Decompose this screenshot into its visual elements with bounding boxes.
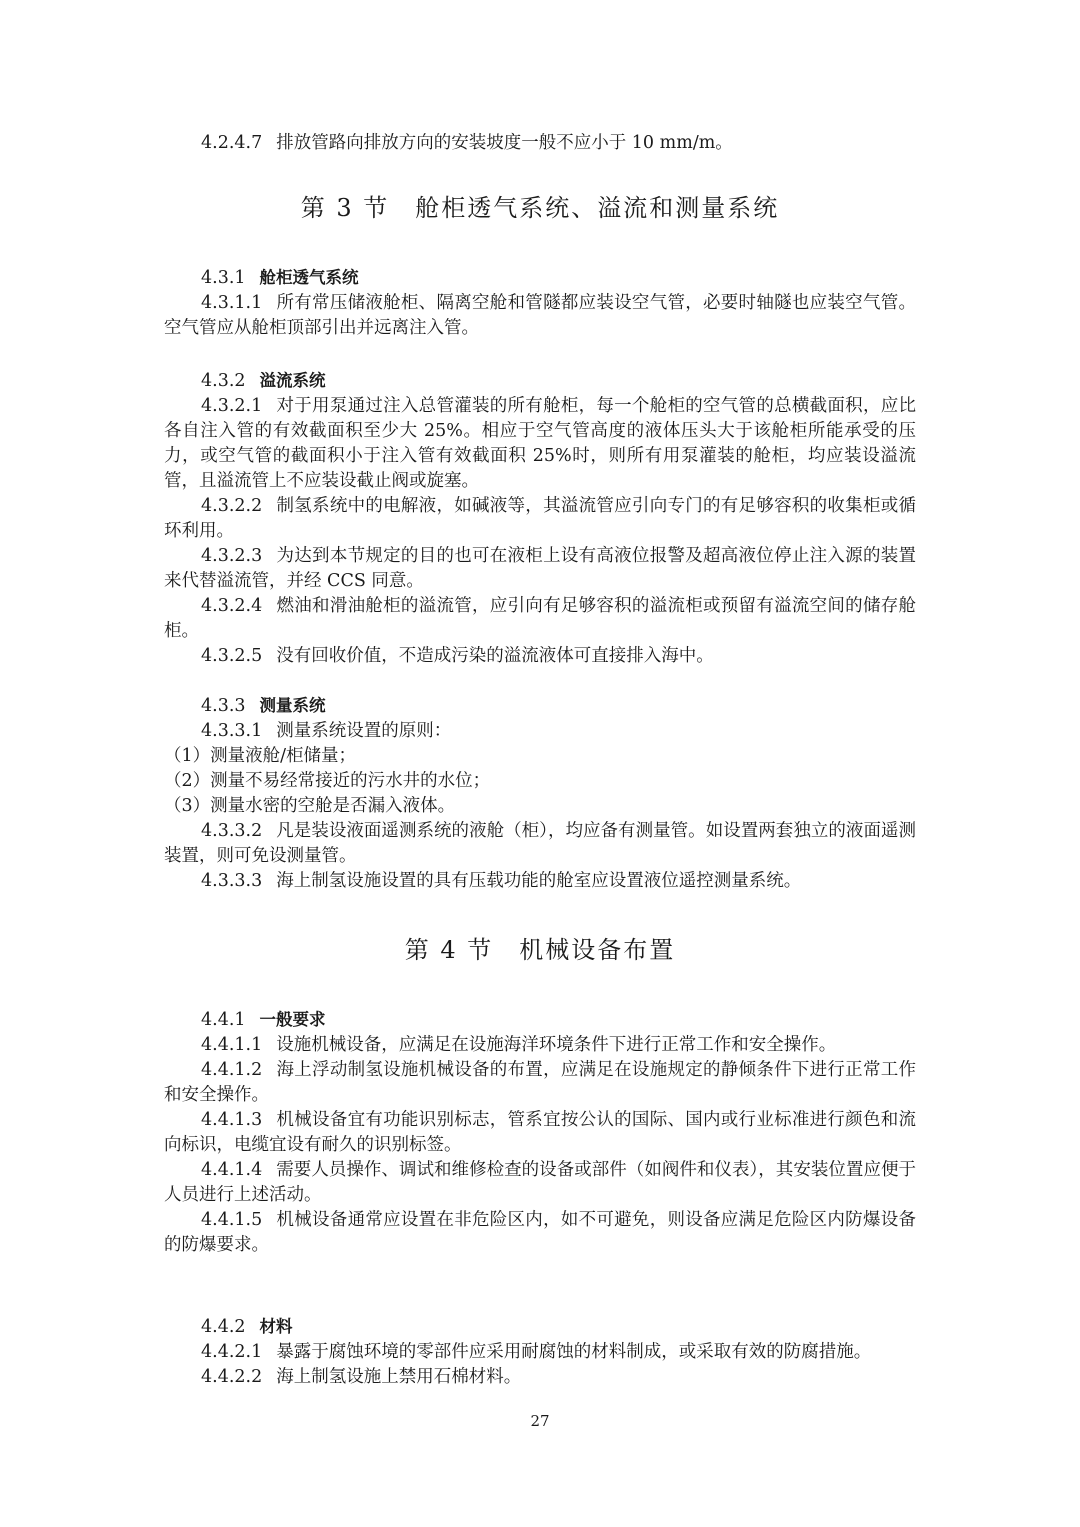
clause-text: 暴露于腐蚀环境的零部件应采用耐腐蚀的材料制成，或采取有效的防腐措施。 <box>276 1342 872 1362</box>
subsection-title: 一般要求 <box>259 1010 326 1029</box>
subsection-4-4-1 <box>164 1007 916 1258</box>
clause-4-4-1-1 <box>164 1033 916 1058</box>
clause-4-4-2-2 <box>164 1365 916 1390</box>
clause-4-3-2-2 <box>164 494 916 544</box>
subsection-title: 测量系统 <box>259 696 326 715</box>
section-4-heading <box>164 930 916 965</box>
subsection-title: 材料 <box>259 1317 293 1336</box>
clause-number: 4.4.1.4 <box>201 1160 263 1180</box>
section-3-heading <box>164 188 916 223</box>
paragraph-block <box>164 131 916 156</box>
clause-text: 海上制氢设施上禁用石棉材料。 <box>276 1367 522 1387</box>
clause-text: 机械设备通常应设置在非危险区内，如不可避免，则设备应满足危险区内防爆设备的防爆要求。 <box>164 1210 916 1255</box>
clause-text: 凡是装设液面遥测系统的液舱（柜），均应备有测量管。如设置两套独立的液面遥测装置，则可免设测量管。 <box>164 821 916 866</box>
clause-4-4-1-3 <box>164 1108 916 1158</box>
clause-number: 4.4.1.5 <box>201 1210 263 1230</box>
clause-4-3-2-4 <box>164 594 916 644</box>
list-item: （3）测量水密的空舱是否漏入液体。 <box>164 796 456 816</box>
subsection-number: 4.4.1 <box>201 1010 246 1030</box>
clause-text: 排放管路向排放方向的安装坡度一般不应小于 10 mm/m。 <box>276 133 733 153</box>
clause-text: 海上制氢设施设置的具有压载功能的舱室应设置液位遥控测量系统。 <box>276 871 802 891</box>
clause-number: 4.3.3.3 <box>201 871 263 891</box>
subsection-4-3-1 <box>164 265 916 341</box>
clause-number: 4.3.2.3 <box>201 546 263 566</box>
clause-number: 4.3.2.4 <box>201 596 263 616</box>
clause-number: 4.4.2.1 <box>201 1342 263 1362</box>
subsection-number: 4.3.1 <box>201 268 246 288</box>
subsection-title: 舱柜透气系统 <box>259 268 359 287</box>
subsection-number: 4.3.2 <box>201 371 246 391</box>
clause-text: 需要人员操作、调试和维修检查的设备或部件（如阀件和仪表），其安装位置应便于人员进行上述活动。 <box>164 1160 916 1205</box>
clause-number: 4.3.2.1 <box>201 396 263 416</box>
clause-text: 所有常压储液舱柜、隔离空舱和管隧都应装设空气管，必要时轴隧也应装空气管。空气管应从舱柜顶部引出并远离注入管。 <box>164 293 916 338</box>
clause-4-3-3-3 <box>164 869 916 894</box>
clause-4-4-2-1 <box>164 1340 916 1365</box>
clause-4-2-4-7 <box>164 131 916 156</box>
clause-number: 4.4.1.2 <box>201 1060 263 1080</box>
list-item: （1）测量液舱/柜储量； <box>164 746 357 766</box>
subsection-4-4-2 <box>164 1314 916 1390</box>
subsection-number: 4.4.2 <box>201 1317 246 1337</box>
section-number: 第 4 节 <box>404 936 494 964</box>
clause-4-3-1-1 <box>164 291 916 341</box>
clause-4-4-1-4 <box>164 1158 916 1208</box>
clause-number: 4.3.3.1 <box>201 721 263 741</box>
clause-4-3-2-5 <box>164 644 916 669</box>
clause-4-3-2-1 <box>164 394 916 494</box>
clause-number: 4.4.1.3 <box>201 1110 263 1130</box>
clause-number: 4.3.3.2 <box>201 821 263 841</box>
clause-4-4-1-5 <box>164 1208 916 1258</box>
clause-number: 4.4.2.2 <box>201 1367 263 1387</box>
clause-number: 4.4.1.1 <box>201 1035 263 1055</box>
subsection-heading <box>164 1007 916 1033</box>
clause-number: 4.3.2.2 <box>201 496 263 516</box>
clause-text: 机械设备宜有功能识别标志，管系宜按公认的国际、国内或行业标准进行颜色和流向标识，电缆宜设有耐久的识别标签。 <box>164 1110 916 1155</box>
clause-text: 为达到本节规定的目的也可在液柜上设有高液位报警及超高液位停止注入源的装置来代替溢流管，并经 CCS 同意。 <box>164 546 916 591</box>
clause-4-3-3-1 <box>164 719 916 744</box>
clause-text: 没有回收价值，不造成污染的溢流液体可直接排入海中。 <box>276 646 714 666</box>
subsection-number: 4.3.3 <box>201 696 246 716</box>
clause-4-3-3-2 <box>164 819 916 869</box>
subsection-heading <box>164 368 916 394</box>
subsection-heading <box>164 265 916 291</box>
clause-4-4-1-2 <box>164 1058 916 1108</box>
subsection-title: 溢流系统 <box>259 371 326 390</box>
clause-text: 对于用泵通过注入总管灌装的所有舱柜，每一个舱柜的空气管的总横截面积，应比各自注入管的有效截面积至少大 25%。相应于空气管高度的液体压头大于该舱柜所能承受的压力，或空气管的截面积小于注入管有效截面积 25%时，则所有用泵灌装的舱柜，均应装设溢流管，且溢流管上不应装设截止阀或旋塞。 <box>164 396 916 491</box>
clause-number: 4.3.1.1 <box>201 293 263 313</box>
subsection-4-3-3 <box>164 693 916 894</box>
page-number: 27 <box>530 1412 550 1430</box>
section-number: 第 3 节 <box>300 194 390 222</box>
clause-text: 海上浮动制氢设施机械设备的布置，应满足在设施规定的静倾条件下进行正常工作和安全操作。 <box>164 1060 916 1105</box>
clause-text: 燃油和滑油舱柜的溢流管，应引向有足够容积的溢流柜或预留有溢流空间的储存舱柜。 <box>164 596 916 641</box>
section-title: 机械设备布置 <box>519 936 676 964</box>
clause-number: 4.2.4.7 <box>201 133 263 153</box>
subsection-4-3-2 <box>164 368 916 669</box>
clause-text: 制氢系统中的电解液，如碱液等，其溢流管应引向专门的有足够容积的收集柜或循环利用。 <box>164 496 916 541</box>
clause-4-3-2-3 <box>164 544 916 594</box>
subsection-heading <box>164 693 916 719</box>
clause-text: 测量系统设置的原则： <box>276 721 452 741</box>
subsection-heading <box>164 1314 916 1340</box>
list-item: （2）测量不易经常接近的污水井的水位； <box>164 771 491 791</box>
clause-number: 4.3.2.5 <box>201 646 263 666</box>
clause-text: 设施机械设备，应满足在设施海洋环境条件下进行正常工作和安全操作。 <box>276 1035 837 1055</box>
section-title: 舱柜透气系统、溢流和测量系统 <box>415 194 780 222</box>
